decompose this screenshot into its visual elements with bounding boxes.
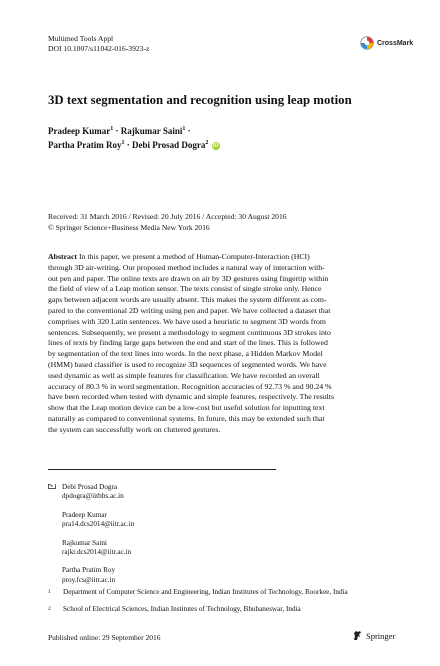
author-line-2 — [48, 137, 220, 151]
contact-entry — [48, 511, 134, 530]
abstract-line: show that the Leap motion device can be a low-cost but useful solution for inputting text — [48, 403, 325, 413]
affiliation-1 — [48, 588, 348, 597]
contact-email[interactable]: pra14.dcs2014@iitr.ac.in — [62, 520, 135, 529]
orcid-icon[interactable]: iD — [212, 142, 219, 149]
abstract-line: lines of texts by finding large gaps between the end and start of the lines. This is followed — [48, 338, 328, 348]
abstract-line: the system can successfully work on cluttered gestures. — [48, 424, 221, 434]
abstract-line: (HMM) based classifier is used to recognize 3D sequences of segmented words. We have — [48, 359, 327, 369]
abstract-line: sentences. Subsequently, we present a methodology to segment continuous 3D strokes into — [48, 327, 331, 337]
springer-logo[interactable] — [352, 630, 395, 641]
abstract-heading: Abstract — [48, 252, 78, 261]
author-name[interactable]: Rajkumar Saini — [120, 126, 183, 136]
author-affil-mark: 2 — [205, 140, 209, 146]
envelope-icon — [48, 484, 56, 489]
abstract-line: pared to the conventional 2D writing using pen and paper. We have collected a dataset that — [48, 305, 331, 315]
affiliation-text: Department of Computer Science and Engineering, Indian Institutes of Technology, Roorkee, India — [63, 588, 348, 596]
abstract-line: have been recorded when tested with dynamic and simple features, respectively. The results — [48, 392, 334, 402]
springer-label: Springer — [366, 630, 396, 641]
journal-doi[interactable]: DOI 10.1007/s11042-016-3923-z — [48, 44, 150, 53]
contact-email[interactable]: proy.fcs@iitr.ac.in — [62, 575, 116, 584]
contact-name: Rajkumar Saini — [62, 538, 107, 547]
author-affil-mark: 1 — [110, 126, 114, 132]
abstract-line: naturally as compared to conventional systems. In future, this may be extended such that — [48, 413, 325, 423]
contact-email[interactable]: rajkr.dcs2014@iitr.ac.in — [62, 548, 132, 557]
contact-entry — [48, 566, 134, 585]
author-separator: · — [126, 140, 130, 150]
affiliation-2 — [48, 605, 301, 614]
author-name[interactable]: Partha Pratim Roy — [48, 140, 122, 150]
contact-entry — [48, 483, 134, 502]
affiliation-text: School of Electrical Sciences, Indian Institutes of Technology, Bhubaneswar, India — [63, 605, 301, 613]
footnote-divider — [48, 469, 276, 470]
paper-title: 3D text segmentation and recognition using leap motion — [48, 93, 352, 107]
published-online: Published online: 29 September 2016 — [48, 633, 161, 642]
author-list — [48, 123, 220, 151]
contact-entry — [48, 539, 134, 558]
crossmark-icon — [360, 36, 374, 50]
abstract-line: by segmentation of the text lines into words. In the next phase, a Hidden Markov Model — [48, 349, 323, 359]
contact-email[interactable]: dpdogra@iitbbs.ac.in — [62, 492, 124, 501]
crossmark-badge[interactable] — [360, 36, 413, 50]
author-affil-mark: 1 — [121, 140, 125, 146]
abstract-line: gaps between adjacent words are usually absent. This makes the system different as com- — [48, 295, 327, 305]
journal-name: Multimed Tools Appl — [48, 34, 114, 43]
received-dates: Received: 31 March 2016 / Revised: 20 July 2016 / Accepted: 30 August 2016 — [48, 212, 287, 221]
abstract-line: accuracy of 80.3 % in word segmentation. Recognition accuracies of 92.73 % and 90.24 % — [48, 381, 332, 391]
abstract-line: used dynamic as well as simple features for classification. We have recorded an overall — [48, 370, 320, 380]
journal-header — [48, 34, 149, 54]
contact-name: Debi Prosad Dogra — [62, 483, 118, 491]
affiliation-number: 2 — [48, 606, 51, 612]
abstract-line: Abstract In this paper, we present a method of Human-Computer-Interaction (HCI) — [48, 252, 310, 261]
abstract-line: out pen and paper. The online texts are drawn on air by 3D gestures using fingertip within — [48, 273, 329, 283]
copyright-line: © Springer Science+Business Media New York 2016 — [48, 222, 210, 232]
contact-name: Partha Pratim Roy — [62, 566, 116, 575]
crossmark-label: CrossMark — [377, 39, 414, 47]
publication-dates — [48, 212, 287, 233]
author-name[interactable]: Pradeep Kumar — [48, 126, 111, 136]
author-separator: · — [115, 126, 119, 136]
abstract-line: through 3D air-writing. Our proposed method includes a natural way of interaction with- — [48, 262, 325, 272]
abstract-line: the field of view of a Leap motion sensor. The texts consist of single stroke only. Hence — [48, 284, 322, 294]
affiliation-number: 1 — [48, 589, 51, 595]
abstract-line: comprises with 320 Latin sentences. We have used a heuristic to segment 3D words from — [48, 316, 326, 326]
author-name[interactable]: Debi Prosad Dogra — [132, 140, 206, 150]
author-line-1 — [48, 123, 220, 137]
springer-horse-icon — [352, 630, 363, 641]
author-contacts — [48, 483, 134, 594]
abstract — [48, 252, 392, 436]
author-affil-mark: 1 — [182, 126, 186, 132]
author-separator: · — [187, 126, 191, 136]
contact-name: Pradeep Kumar — [62, 510, 107, 519]
